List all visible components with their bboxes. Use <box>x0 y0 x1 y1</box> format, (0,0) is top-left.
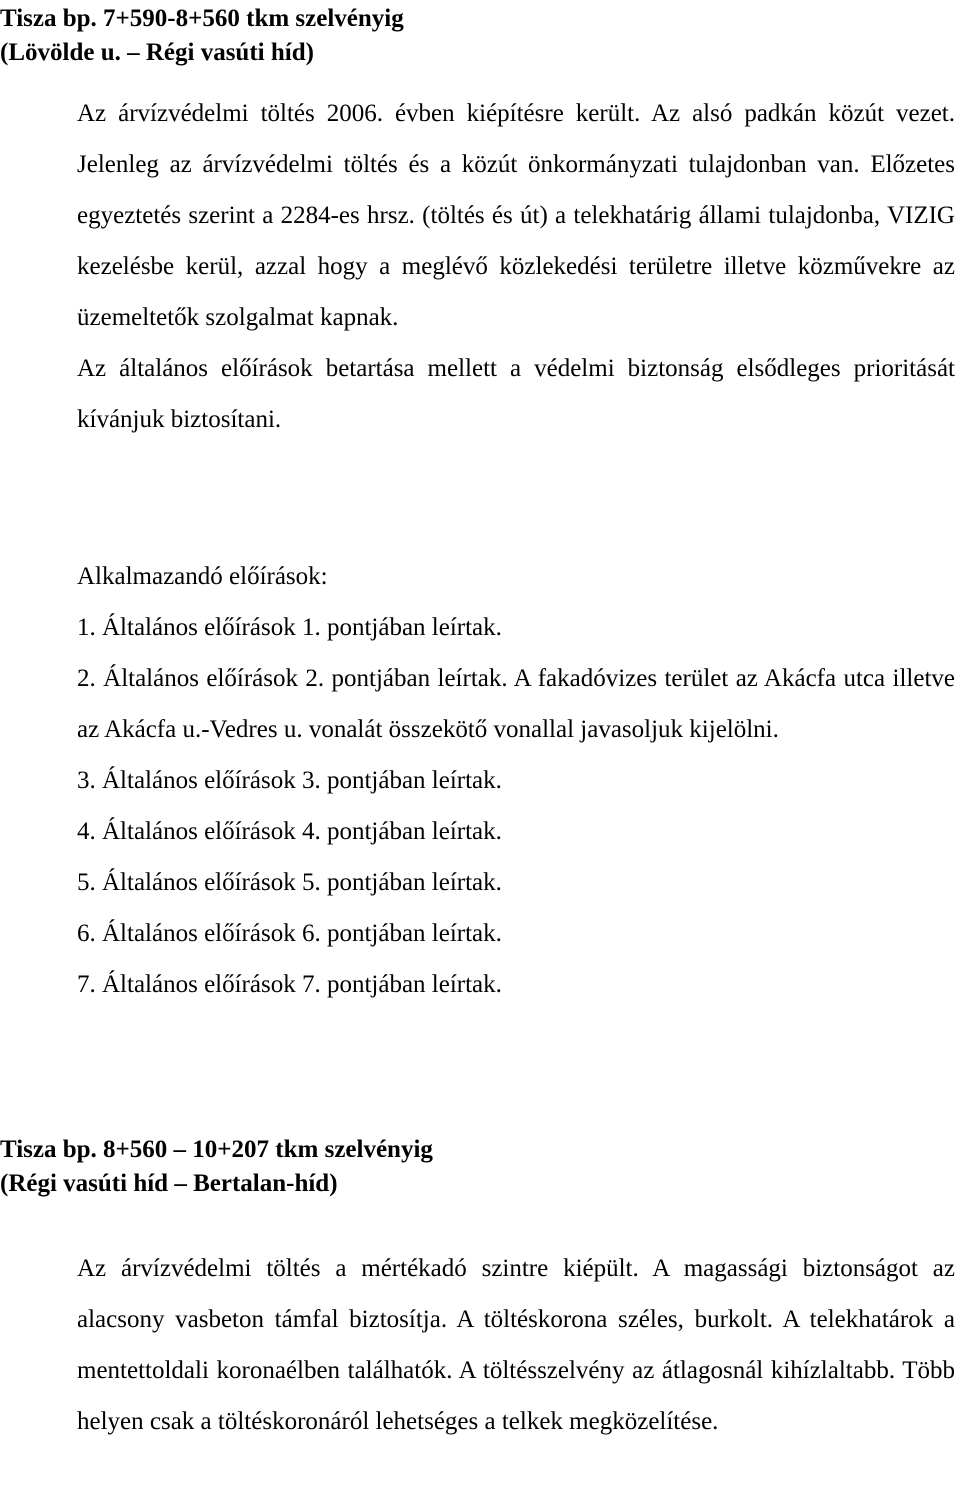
section2-paragraph-1: Az árvízvédelmi töltés a mértékadó szintre kiépült. A magassági biztonságot az alacsony vasbeton támfal biztosítja. A töltéskorona széles, burkolt. A telekhatárok a mentettoldali koronaélben találhatók. A töltésszelvény az átlagosnál kihízlaltabb. Több helyen csak a töltéskoronáról lehetséges a telkek megközelítése. <box>77 1255 955 1435</box>
section1-paragraph-1: Az árvízvédelmi töltés 2006. évben kiépítésre került. Az alsó padkán közút vezet. Jelenleg az árvízvédelmi töltés és a közút önkormányzati tulajdonban van. Előzetes egyeztetés szerint a 2284-es hrsz. (töltés és út) a telekhatárig állami tulajdonba, VIZIG kezelésbe kerül, azzal hogy a meglévő közlekedési területre illetve közművekre az üzemeltetők szolgalmat kapnak. <box>77 100 955 331</box>
applicable-rules <box>77 551 955 1010</box>
section1-paragraph-2: Az általános előírások betartása mellett a védelmi biztonság elsődleges prioritását kívánjuk biztosítani. <box>77 355 955 433</box>
section2-heading-line2: (Régi vasúti híd – Bertalan-híd) <box>0 1170 338 1197</box>
rule-item-2: 2. Általános előírások 2. pontjában leírtak. A fakadóvizes terület az Akácfa utca illetve az Akácfa u.-Vedres u. vonalát összekötő vonallal javasoljuk kijelölni. <box>77 665 955 743</box>
rule-item-6: 6. Általános előírások 6. pontjában leírtak. <box>77 920 502 947</box>
rules-label: Alkalmazandó előírások: <box>77 563 328 590</box>
section1-heading <box>0 2 404 70</box>
section2-heading-line1: Tisza bp. 8+560 – 10+207 tkm szelvényig <box>0 1136 433 1163</box>
rule-item-4: 4. Általános előírások 4. pontjában leírtak. <box>77 818 502 845</box>
rule-item-3: 3. Általános előírások 3. pontjában leírtak. <box>77 767 502 794</box>
section1-heading-line1: Tisza bp. 7+590-8+560 tkm szelvényig <box>0 5 404 32</box>
rule-item-7: 7. Általános előírások 7. pontjában leírtak. <box>77 971 502 998</box>
section2-body <box>77 1243 955 1447</box>
rules-list <box>77 602 955 1010</box>
section1-body <box>77 88 955 445</box>
section2-heading <box>0 1133 433 1201</box>
rule-item-1: 1. Általános előírások 1. pontjában leírtak. <box>77 614 502 641</box>
section1-heading-line2: (Lövölde u. – Régi vasúti híd) <box>0 39 314 66</box>
rule-item-5: 5. Általános előírások 5. pontjában leírtak. <box>77 869 502 896</box>
